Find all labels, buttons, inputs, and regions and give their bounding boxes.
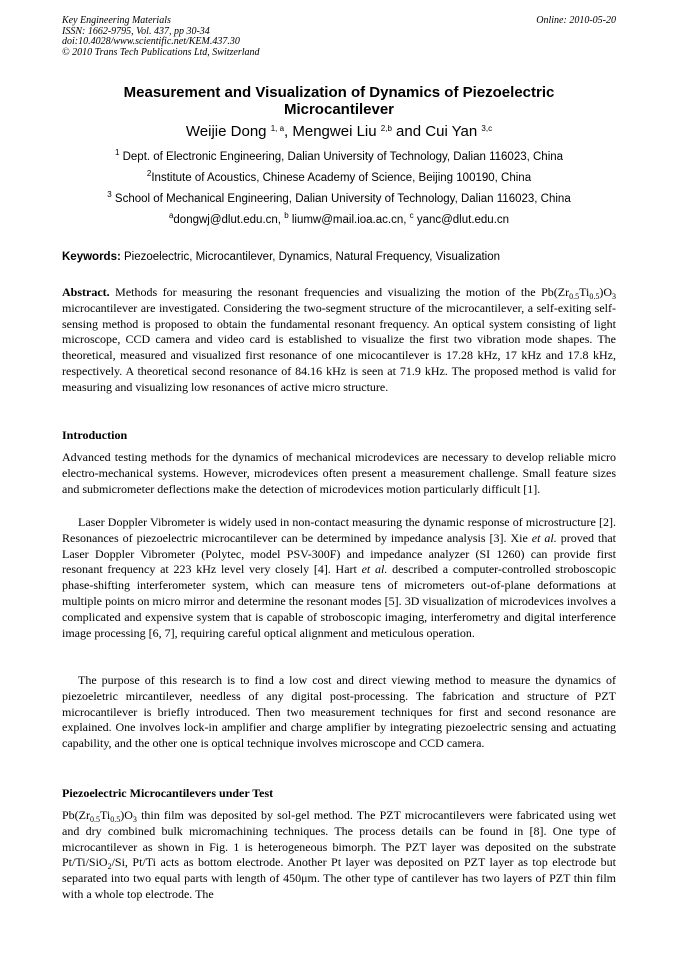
author-affiliation-mark: 3,c <box>481 124 493 133</box>
copyright-line: © 2010 Trans Tech Publications Ltd, Switzerland <box>62 46 260 58</box>
affiliation-text: School of Mechanical Engineering, Dalian University of Technology, Dalian 116023, China <box>114 193 571 205</box>
affiliation-text: Dept. of Electronic Engineering, Dalian University of Technology, Dalian 116023, China <box>122 151 564 163</box>
online-date: Online: 2010-05-20 <box>536 15 616 26</box>
affiliation-2 <box>62 171 616 185</box>
subscript: 0.5 <box>90 815 100 824</box>
author-list <box>62 123 616 141</box>
author-separator: , <box>284 123 293 140</box>
intro-paragraph-3: The purpose of this research is to find a low cost and direct viewing method to measure the dynamics of piezoeletric mircantilever, needless of any digital post-processing. The fabrication and structure of PZT microcantilever is briefly introduced. Then two measurement techniques for first and second resonance are explained. One involves lock-in amplifier and charge amplifier by integrating piezoelectric sensing and actuating capability, and the other one is optical technique involves microscope and CCD camera. <box>62 673 616 751</box>
keywords-label: Keywords: <box>62 251 121 263</box>
affiliation-3 <box>62 192 616 206</box>
email-address[interactable]: liumw@mail.ioa.ac.cn <box>291 214 404 226</box>
author-name: Mengwei Liu <box>292 123 377 140</box>
subscript: 0.5 <box>569 292 580 301</box>
pzt-paragraph <box>62 808 616 903</box>
email-mark: b <box>284 211 289 220</box>
et-al: et al. <box>361 562 388 577</box>
paragraph-text: /Si, Pt/Ti acts as bottom electrode. Another Pt layer was deposited on PZT layer as top electrode but separated into two equal parts with length of 450μm. The other type of cantilever has two layers of PZT thin film with a whole top electrode. The <box>62 855 616 901</box>
issn-line: ISSN: 1662-9795, Vol. 437, pp 30-34 <box>62 25 210 37</box>
abstract-text: Methods for measuring the resonant frequencies and visualizing the motion of the Pb(Zr <box>115 285 570 299</box>
journal-name: Key Engineering Materials <box>62 15 171 26</box>
subscript: 0.5 <box>110 815 121 824</box>
subscript: 0.5 <box>589 292 600 301</box>
email-mark: c <box>409 211 414 220</box>
title-line-1: Measurement and Visualization of Dynamics of Piezoelectric <box>123 84 555 101</box>
keywords-text: Piezoelectric, Microcantilever, Dynamics, Natural Frequency, Visualization <box>124 251 501 263</box>
keywords <box>62 250 616 264</box>
et-al: et al. <box>531 530 557 545</box>
author-name: Cui Yan <box>425 123 478 140</box>
author-affiliation-mark: 1, a <box>270 124 285 133</box>
subscript: 3 <box>612 292 617 301</box>
author-separator: and <box>391 123 426 140</box>
paper-title <box>62 84 616 118</box>
email-address[interactable]: dongwj@dlut.edu.cn <box>173 214 278 226</box>
paragraph-text: Ti <box>100 808 111 822</box>
affiliation-1 <box>62 150 616 164</box>
email-address[interactable]: yanc@dlut.edu.cn <box>416 214 510 226</box>
section-heading-pzt: Piezoelectric Microcantilevers under Test <box>62 786 274 800</box>
email-mark: a <box>168 211 174 220</box>
abstract <box>62 285 616 396</box>
subscript: 2 <box>107 862 112 872</box>
abstract-text: microcantilever are investigated. Considering the two-segment structure of the microcantilever, a self-exiting self-sensing method is proposed to obtain the fundamental resonant frequency. An optical system consisting of light microscope, CCD camera and video card is established to visualize the first two vibration mode shapes. The theoretical, measured and visualized first resonance of one micocantilever is 17.28 kHz, 17 kHz and 17.8 kHz, respectively. A theoretical second resonance of 84.16 kHz is seen at 71.9 kHz. The proposed method is valid for measuring and visualizing low resonances of active micro structure. <box>62 300 616 394</box>
paragraph-text: Pb(Zr <box>62 808 90 822</box>
abstract-label: Abstract. <box>62 285 110 299</box>
email-separator: , <box>403 214 410 226</box>
intro-paragraph-2 <box>62 515 616 641</box>
paragraph-text: described a computer-controlled stroboscopic phase-shifting interferometer system, which can measure tens of micrometers out-of-plane deformations at multiple points on micro mirror and determine the resonant modes [5]. 3D visualization of microdevices involves a complicated and expensive system that is capable of stroboscopic imaging, interferometry and digital interference image processing [6, 7], requiring careful optical alignment and meticulous operation. <box>62 562 616 640</box>
affiliation-number: 2 <box>146 169 152 178</box>
abstract-text: )O <box>599 285 613 299</box>
section-heading-introduction: Introduction <box>62 428 128 442</box>
email-separator: , <box>277 214 285 226</box>
paragraph-text: )O <box>120 808 133 822</box>
author-name: Weijie Dong <box>185 123 267 140</box>
paragraph-text: thin film was deposited by sol-gel method. The PZT microcantilevers were fabricated using wet and dry combined bulk micromachining techniques. The process details can be found in [8]. One type of microcantilever as shown in Fig. 1 is heterogeneous bimorph. The PZT layer was deposited on the substrate Pt/Ti/SiO <box>62 808 616 870</box>
author-affiliation-mark: 2,b <box>380 124 392 133</box>
email-list <box>62 213 616 227</box>
affiliation-number: 3 <box>107 190 112 199</box>
affiliation-text: Institute of Acoustics, Chinese Academy of Science, Beijing 100190, China <box>151 172 532 184</box>
subscript: 3 <box>132 815 137 824</box>
journal-header <box>62 16 616 58</box>
abstract-text: Ti <box>579 285 590 299</box>
title-line-2: Microcantilever <box>283 101 395 118</box>
intro-paragraph-1: Advanced testing methods for the dynamics of mechanical microdevices are necessary to develop reliable micro electro-mechanical systems. However, microdevices often present a measurement challenge. Small feature sizes and submicrometer deflections make the detection of microdevices motion particularly difficult [1]. <box>62 450 616 496</box>
doi-line: doi:10.4028/www.scientific.net/KEM.437.30 <box>62 36 240 47</box>
paragraph-text: Laser Doppler Vibrometer is widely used in non-contact measuring the dynamic response of microstructure [2]. Resonances of piezoelectric microcantilever can be determined by impedance analysis [3]. Xie <box>62 515 616 545</box>
paragraph-text: proved that Laser Doppler Vibrometer (Polytec, model PSV-300F) and impedance analyzer (SI 1260) can provide first resonant frequency at 223 kHz level very closely [4]. Hart <box>62 530 616 577</box>
affiliation-number: 1 <box>114 148 120 157</box>
